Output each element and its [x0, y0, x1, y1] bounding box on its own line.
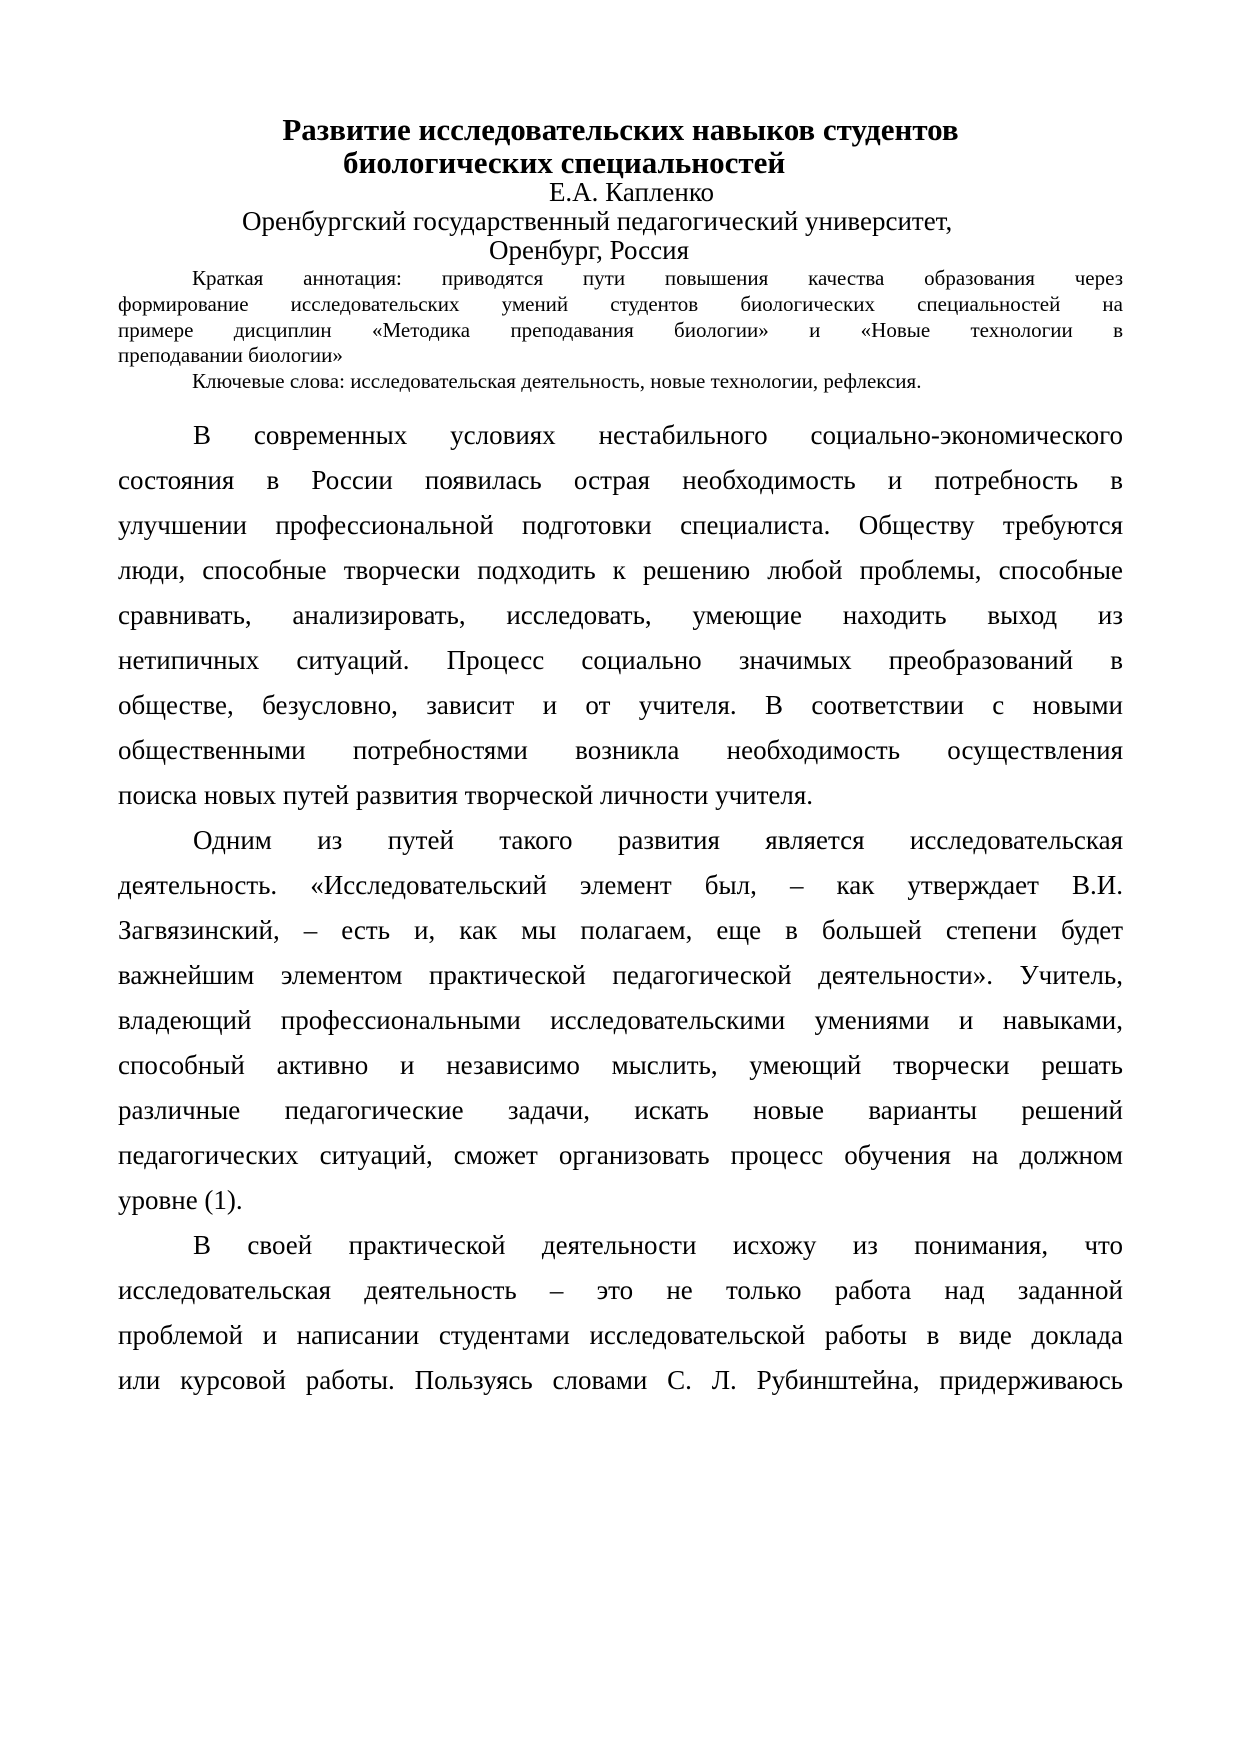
body-line: различные педагогические задачи, искать новые варианты решений: [118, 1095, 1123, 1125]
keywords: Ключевые слова: исследовательская деятельность, новые технологии, рефлексия.: [192, 369, 922, 393]
body-line: поиска новых путей развития творческой личности учителя.: [118, 780, 814, 810]
body-line: Одним из путей такого развития является исследовательская: [193, 825, 1123, 855]
body-line: улучшении профессиональной подготовки специалиста. Обществу требуются: [118, 510, 1123, 540]
body-line: Загвязинский, – есть и, как мы полагаем, еще в большей степени будет: [118, 915, 1123, 945]
abstract-line: примере дисциплин «Методика преподавания биологии» и «Новые технологии в: [118, 318, 1123, 342]
body-line: нетипичных ситуаций. Процесс социально значимых преобразований в: [118, 645, 1123, 675]
title-line-1: Развитие исследовательских навыков студентов: [282, 112, 959, 147]
body-line: или курсовой работы. Пользуясь словами С. Л. Рубинштейна, придерживаюсь: [118, 1365, 1123, 1395]
body-line: В современных условиях нестабильного социально-экономического: [193, 420, 1123, 450]
body-line: состояния в России появилась острая необходимость и потребность в: [118, 465, 1123, 495]
body-line: уровне (1).: [118, 1185, 243, 1215]
affiliation-line-2: Оренбург, Россия: [489, 235, 690, 265]
body-line: исследовательская деятельность – это не только работа над заданной: [118, 1275, 1123, 1305]
body-line: люди, способные творчески подходить к решению любой проблемы, способные: [118, 555, 1123, 585]
body-line: В своей практической деятельности исхожу из понимания, что: [193, 1230, 1123, 1260]
title-line-2: биологических специальностей: [343, 145, 786, 180]
body-line: проблемой и написании студентами исследовательской работы в виде доклада: [118, 1320, 1123, 1350]
body-line: владеющий профессиональными исследовательскими умениями и навыками,: [118, 1005, 1123, 1035]
abstract-line: преподавании биологии»: [118, 343, 343, 367]
abstract-line: Краткая аннотация: приводятся пути повышения качества образования через: [192, 266, 1123, 290]
body-line: сравнивать, анализировать, исследовать, умеющие находить выход из: [118, 600, 1123, 630]
affiliation-line-1: Оренбургский государственный педагогический университет,: [242, 206, 953, 236]
body-line: важнейшим элементом практической педагогической деятельности». Учитель,: [118, 960, 1123, 990]
body-line: педагогических ситуаций, сможет организовать процесс обучения на должном: [118, 1140, 1123, 1170]
body-line: обществе, безусловно, зависит и от учителя. В соответствии с новыми: [118, 690, 1123, 720]
author: Е.А. Капленко: [548, 177, 715, 207]
body-line: способный активно и независимо мыслить, умеющий творчески решать: [118, 1050, 1123, 1080]
body-line: общественными потребностями возникла необходимость осуществления: [118, 735, 1123, 765]
abstract-line: формирование исследовательских умений студентов биологических специальностей на: [118, 292, 1123, 316]
body-line: деятельность. «Исследовательский элемент был, – как утверждает В.И.: [118, 870, 1123, 900]
